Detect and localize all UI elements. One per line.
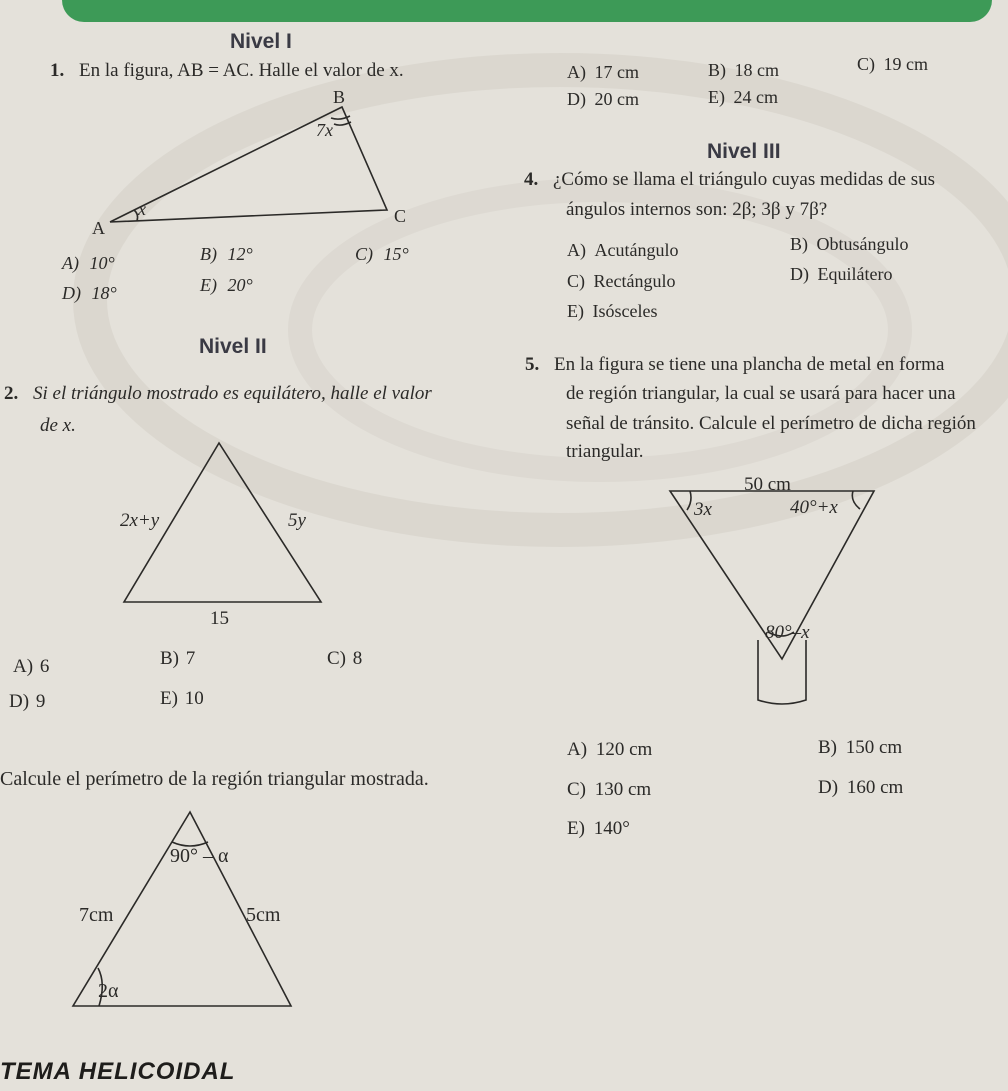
q2-label-bottom: 15 bbox=[210, 608, 229, 629]
top-option-e[interactable]: E) 24 cm bbox=[708, 87, 778, 107]
q2-label-right: 5y bbox=[288, 510, 306, 531]
q1-label-c: C bbox=[394, 206, 407, 226]
q2-option-e[interactable]: E) 10 bbox=[160, 688, 204, 709]
q5-statement-line3: señal de tránsito. Calcule el perímetro de dicha región bbox=[566, 413, 976, 434]
q1-option-c[interactable]: C) 15° bbox=[355, 244, 409, 264]
q3-statement: Calcule el perímetro de la región triangular mostrada. bbox=[0, 768, 429, 790]
top-option-c[interactable]: C) 19 cm bbox=[857, 54, 928, 74]
q1-triangle bbox=[110, 107, 387, 222]
q2-statement-line2: de x. bbox=[40, 415, 76, 436]
q1-text: En la figura, AB = AC. Halle el valor de x. bbox=[79, 60, 404, 81]
q4-option-c[interactable]: C) Rectángulo bbox=[567, 271, 676, 291]
level-3-heading: Nivel III bbox=[707, 140, 781, 163]
top-option-a[interactable]: A) 17 cm bbox=[567, 62, 639, 82]
q4-option-a[interactable]: A) Acutángulo bbox=[567, 240, 679, 260]
q1-label-b: B bbox=[333, 87, 346, 107]
q4-statement-line2: ángulos internos son: 2β; 3β y 7β? bbox=[566, 199, 828, 220]
q1-number: 1. bbox=[50, 60, 65, 81]
level-2-heading: Nivel II bbox=[199, 335, 267, 358]
q1-option-a[interactable]: A) 10° bbox=[62, 253, 115, 273]
q5-option-d[interactable]: D) 160 cm bbox=[818, 777, 904, 798]
q1-label-a: A bbox=[92, 218, 105, 238]
q5-angle-left: 3x bbox=[694, 499, 712, 520]
q5-option-e[interactable]: E) 140° bbox=[567, 818, 630, 839]
q2-option-d[interactable]: D) 9 bbox=[9, 691, 46, 712]
q2-option-b[interactable]: B) 7 bbox=[160, 648, 196, 669]
q4-statement-line1: 4. ¿Cómo se llama el triángulo cuyas medidas de sus bbox=[524, 169, 936, 190]
q5-triangle bbox=[670, 491, 874, 704]
q4-option-e[interactable]: E) Isósceles bbox=[567, 301, 658, 321]
q5-angle-bottom: 80°–x bbox=[765, 622, 810, 643]
q1-option-b[interactable]: B) 12° bbox=[200, 244, 253, 264]
q1-angle-a: x bbox=[138, 199, 146, 219]
q5-label-top: 50 cm bbox=[744, 474, 791, 495]
q3-angle-top: 90° – α bbox=[170, 845, 229, 867]
q2-statement-line1: 2. Si el triángulo mostrado es equilátero, halle el valor bbox=[4, 383, 432, 404]
q5-option-b[interactable]: B) 150 cm bbox=[818, 737, 903, 758]
q2-label-left: 2x+y bbox=[120, 510, 160, 531]
top-option-d[interactable]: D) 20 cm bbox=[567, 89, 639, 109]
level-1-heading: Nivel I bbox=[230, 30, 292, 53]
q5-option-a[interactable]: A) 120 cm bbox=[567, 739, 653, 760]
q4-option-b[interactable]: B) Obtusángulo bbox=[790, 234, 909, 254]
q3-label-left: 7cm bbox=[79, 904, 114, 926]
q1-angle-b: 7x bbox=[316, 120, 333, 140]
q2-option-c[interactable]: C) 8 bbox=[327, 648, 363, 669]
q5-angle-right: 40°+x bbox=[790, 497, 838, 518]
q3-angle-bottom: 2α bbox=[98, 980, 119, 1002]
q1-option-d[interactable]: D) 18° bbox=[62, 283, 117, 303]
top-option-b[interactable]: B) 18 cm bbox=[708, 60, 779, 80]
footer-title: TEMA HELICOIDAL bbox=[0, 1058, 236, 1085]
q4-option-d[interactable]: D) Equilátero bbox=[790, 264, 893, 284]
q5-statement-line2: de región triangular, la cual se usará para hacer una bbox=[566, 383, 956, 404]
q5-option-c[interactable]: C) 130 cm bbox=[567, 779, 652, 800]
q5-statement-line4: triangular. bbox=[566, 441, 644, 462]
q2-option-a[interactable]: A) 6 bbox=[13, 656, 50, 677]
q5-statement-line1: 5. En la figura se tiene una plancha de metal en forma bbox=[525, 354, 945, 375]
q3-label-right: 5cm bbox=[246, 904, 281, 926]
q1-option-e[interactable]: E) 20° bbox=[200, 275, 253, 295]
